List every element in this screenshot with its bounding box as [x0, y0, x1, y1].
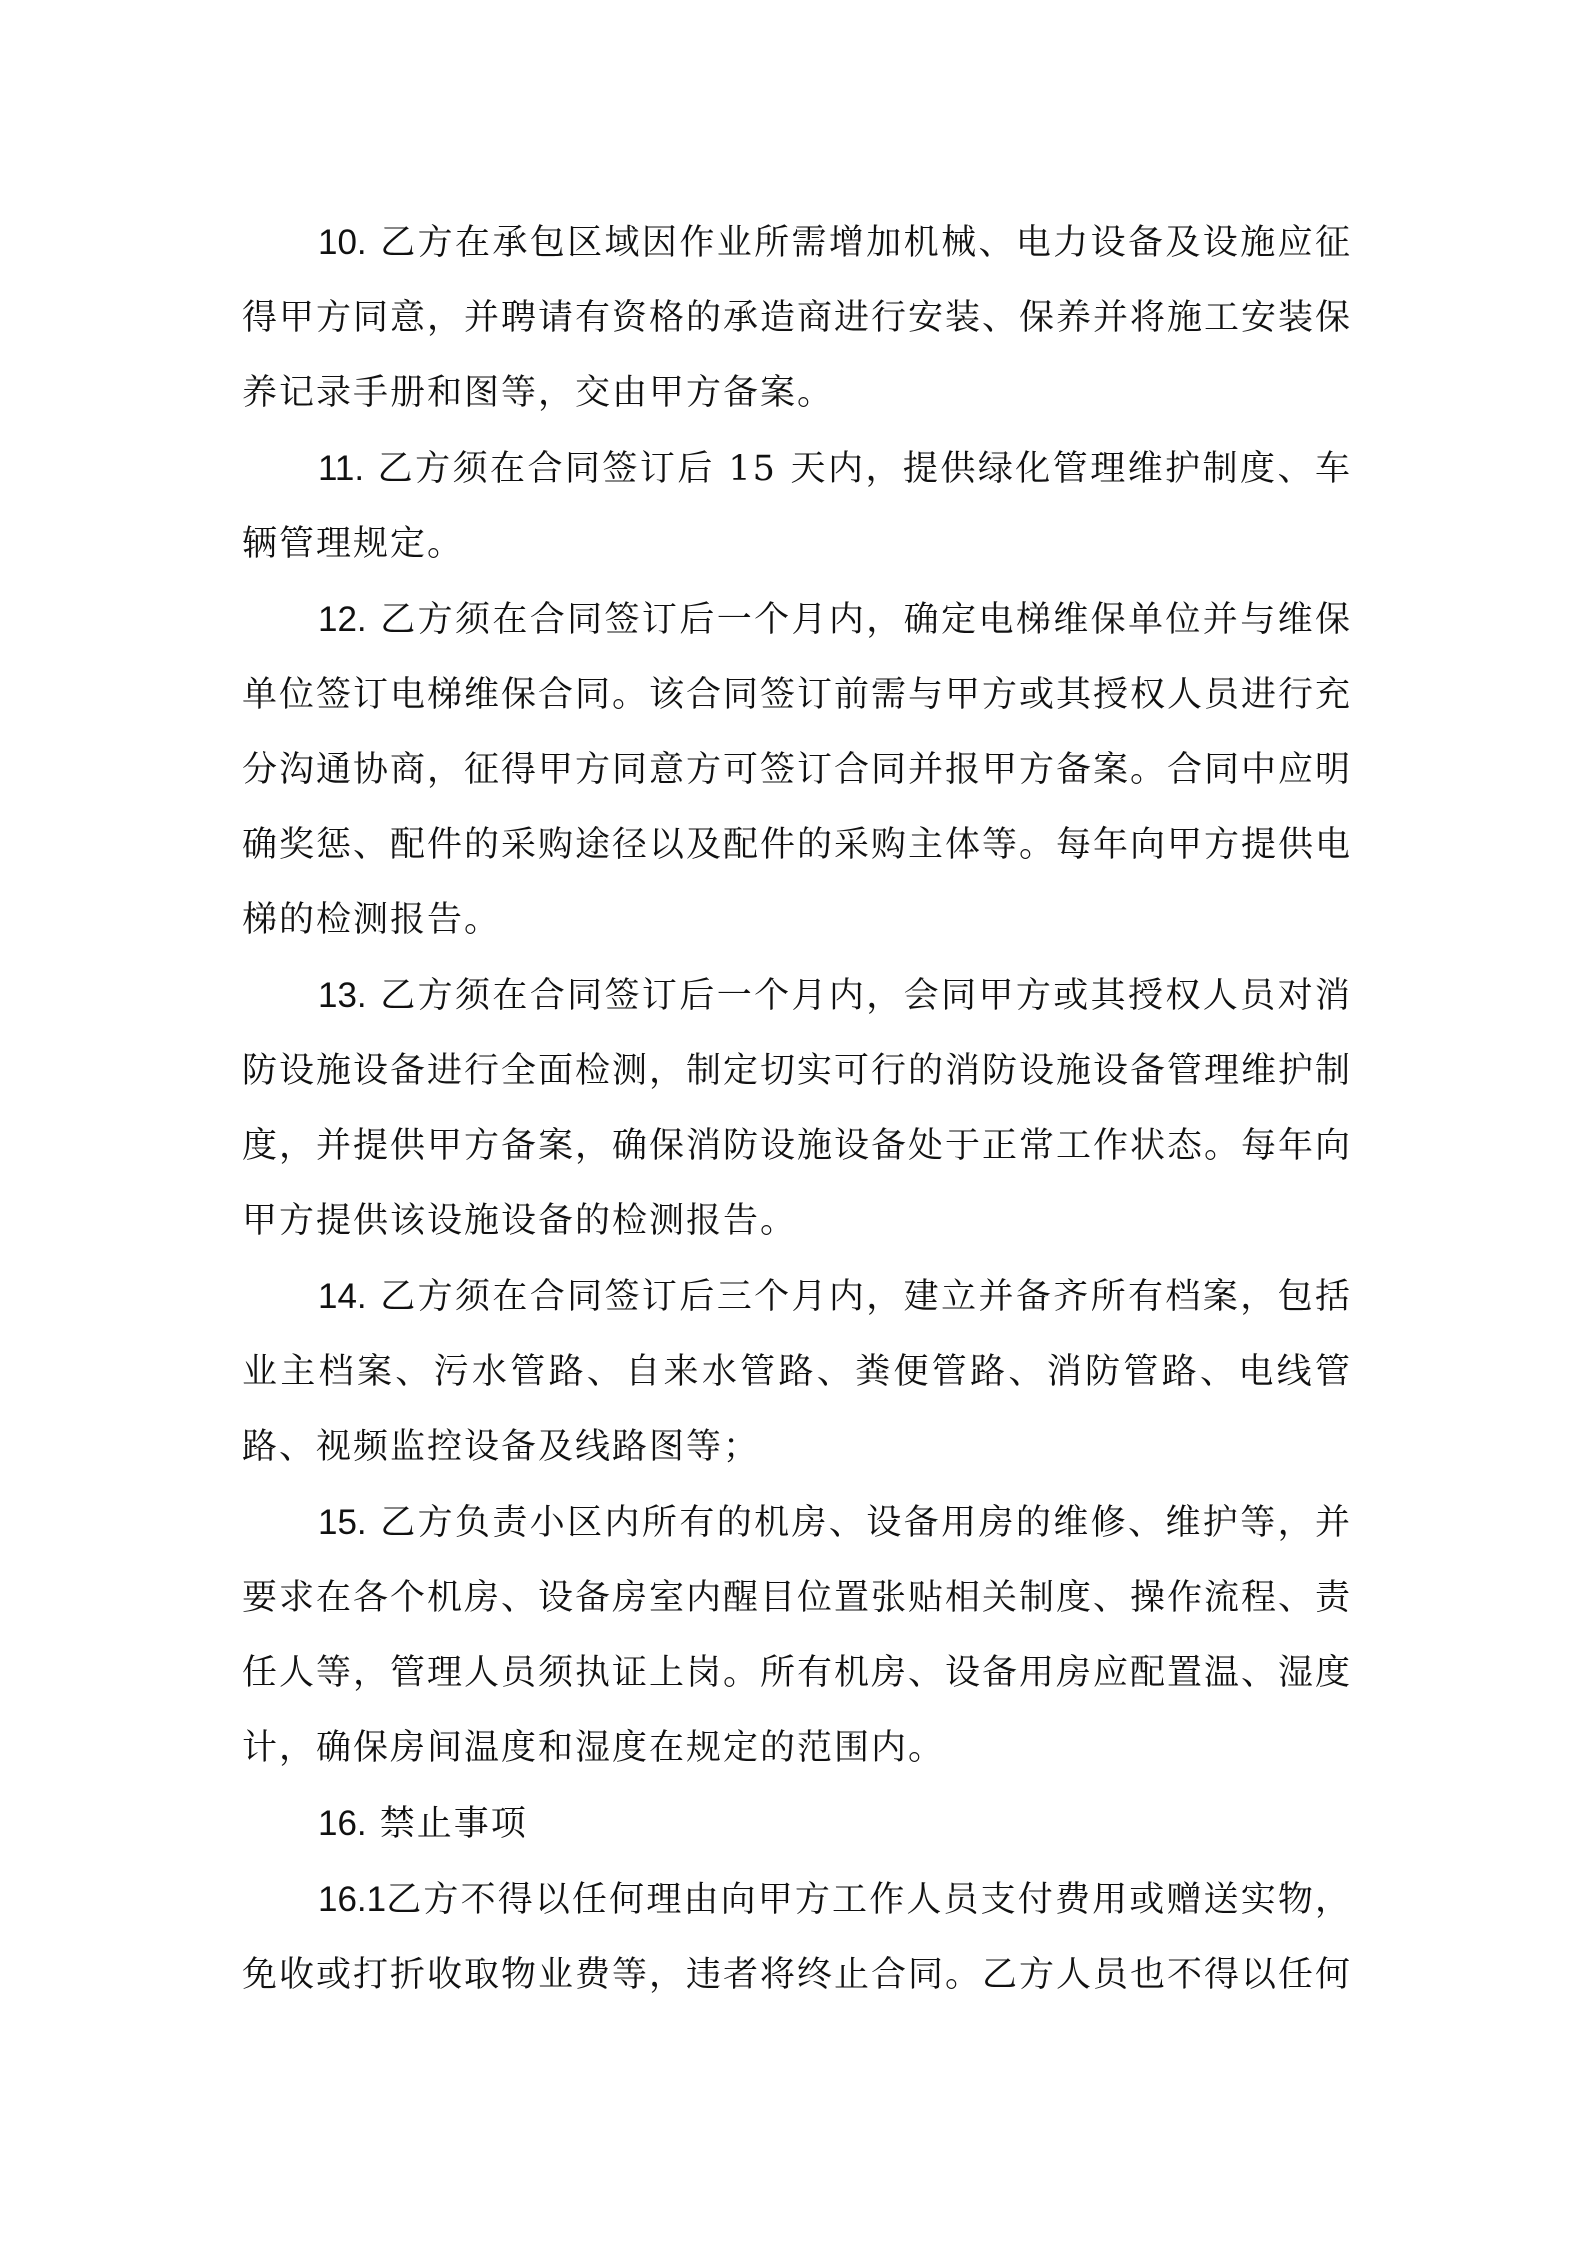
- clause-text: 乙方须在合同签订后三个月内，建立并备齐所有档案，包括业主档案、污水管路、自来水管路、粪便管路、消防管路、电线管路、视频监控设备及线路图等；: [242, 1277, 1352, 1467]
- clause-16-1: [242, 1862, 1352, 2013]
- clause-11: [242, 431, 1352, 582]
- clause-text: 乙方不得以任何理由向甲方工作人员支付费用或赠送实物，免收或打折收取物业费等，违者将终止合同。乙方人员也不得以任何: [242, 1880, 1353, 1995]
- clause-number: 16.1: [318, 1880, 387, 1919]
- clause-text: 乙方在承包区域因作业所需增加机械、电力设备及设施应征得甲方同意，并聘请有资格的承造商进行安装、保养并将施工安装保养记录手册和图等，交由甲方备案。: [242, 223, 1353, 413]
- clause-16: [242, 1786, 1352, 1862]
- clause-14: [242, 1259, 1352, 1485]
- clause-10: [242, 205, 1352, 431]
- clause-number: 13.: [318, 976, 367, 1015]
- clause-text: 乙方负责小区内所有的机房、设备用房的维修、维护等，并要求在各个机房、设备房室内醒目位置张贴相关制度、操作流程、责任人等，管理人员须执证上岗。所有机房、设备用房应配置温、湿度计，确保房间温度和湿度在规定的范围内。: [242, 1503, 1353, 1768]
- clause-number: 15.: [318, 1503, 367, 1542]
- clause-13: [242, 958, 1352, 1259]
- clause-number: 16.: [318, 1804, 367, 1843]
- clause-number: 11.: [318, 449, 365, 488]
- clause-number: 10.: [318, 223, 367, 262]
- clause-text: 乙方须在合同签订后一个月内，确定电梯维保单位并与维保单位签订电梯维保合同。该合同签订前需与甲方或其授权人员进行充分沟通协商，征得甲方同意方可签订合同并报甲方备案。合同中应明确奖惩、配件的采购途径以及配件的采购主体等。每年向甲方提供电梯的检测报告。: [242, 600, 1353, 940]
- clause-number: 12.: [318, 600, 367, 639]
- clause-text: 乙方须在合同签订后 15 天内，提供绿化管理维护制度、车辆管理规定。: [242, 449, 1352, 564]
- clause-12: [242, 582, 1352, 958]
- clause-15: [242, 1485, 1352, 1786]
- clause-text: 禁止事项: [379, 1804, 528, 1844]
- document-body: [242, 205, 1352, 2013]
- clause-number: 14.: [318, 1277, 367, 1316]
- clause-text: 乙方须在合同签订后一个月内，会同甲方或其授权人员对消防设施设备进行全面检测，制定切实可行的消防设施设备管理维护制度，并提供甲方备案，确保消防设施设备处于正常工作状态。每年向甲方提供该设施设备的检测报告。: [242, 976, 1353, 1241]
